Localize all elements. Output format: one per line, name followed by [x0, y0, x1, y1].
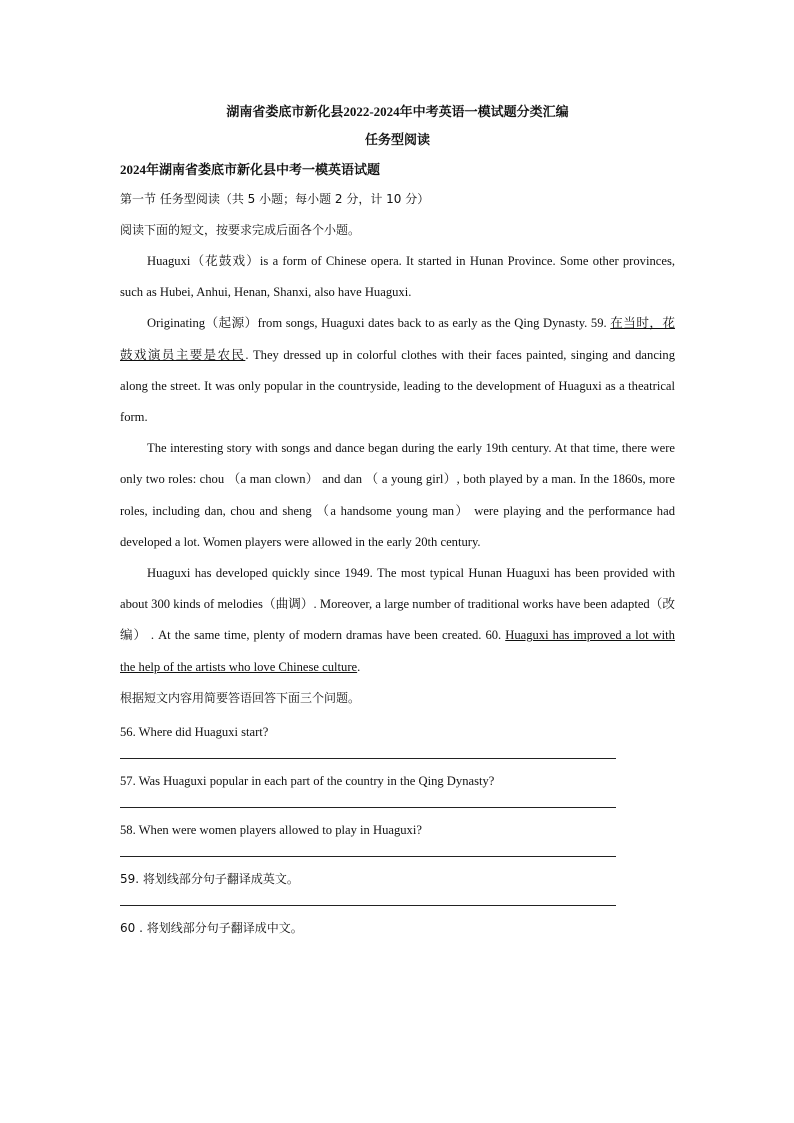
paragraph-4-text-start: Huaguxi has developed quickly since 1949. The most typical Hunan Huaguxi has been provided with about 300 kinds of melodies（曲调）. Moreover, a large number of traditional works have been adapted（改编） . At the same time, plenty of modern dramas have been created. 60. — [120, 566, 675, 643]
exam-title: 2024年湖南省娄底市新化县中考一模英语试题 — [120, 162, 381, 177]
answer-instruction: 根据短文内容用简要答语回答下面三个问题。 — [120, 690, 361, 705]
reading-instruction: 阅读下面的短文，按要求完成后面各个小题。 — [120, 223, 361, 237]
passage-paragraph-2 — [120, 308, 675, 433]
passage-paragraph-3: The interesting story with songs and dance began during the early 19th century. At that time, there were only two roles: chou （a man clown） and dan （ a young girl）, both played by a man. In the 1860s, more roles, including dan, chou and sheng （a handsome young man） were playing and the performance had developed a lot. Women players were allowed in the early 20th century. — [120, 441, 675, 549]
document-page — [120, 96, 675, 940]
question-57: 57. Was Huaguxi popular in each part of the country in the Qing Dynasty? — [120, 773, 495, 788]
question-59: 59. 将划线部分句子翻译成英文。 — [120, 871, 299, 886]
answer-line-57[interactable] — [120, 793, 616, 808]
answer-line-59[interactable] — [120, 891, 616, 906]
paragraph-2-text-start: Originating（起源）from songs, Huaguxi dates back to as early as the Qing Dynasty. 59. — [147, 316, 611, 331]
answer-line-58[interactable] — [120, 842, 616, 857]
section-intro: 第一节 任务型阅读（共 5 小题；每小题 2 分，计 10 分） — [120, 192, 430, 206]
passage-paragraph-1: Huaguxi（花鼓戏）is a form of Chinese opera. It started in Hunan Province. Some other provinces, such as Hubei, Anhui, Henan, Shanxi, also have Huaguxi. — [120, 254, 675, 300]
paragraph-4-text-end: . — [357, 659, 361, 674]
document-title: 湖南省娄底市新化县2022-2024年中考英语一模试题分类汇编 — [226, 104, 569, 119]
passage-paragraph-4 — [120, 558, 675, 683]
question-58: 58. When were women players allowed to play in Huaguxi? — [120, 822, 422, 837]
document-subtitle: 任务型阅读 — [364, 132, 430, 147]
paragraph-2-text-end: . They dressed up in colorful clothes with their faces painted, singing and dancing along the street. It was only popular in the countryside, leading to the development of Huaguxi as a theatrical form. — [120, 347, 675, 425]
underlined-sentence-59: 在当时，花鼓戏演员主要是农民 — [120, 316, 676, 362]
question-56: 56. Where did Huaguxi start? — [120, 724, 269, 739]
answer-line-56[interactable] — [120, 744, 616, 759]
underlined-sentence-60: Huaguxi has improved a lot with the help of the artists who love Chinese culture — [120, 628, 675, 674]
question-60: 60 . 将划线部分句子翻译成中文。 — [120, 920, 303, 935]
